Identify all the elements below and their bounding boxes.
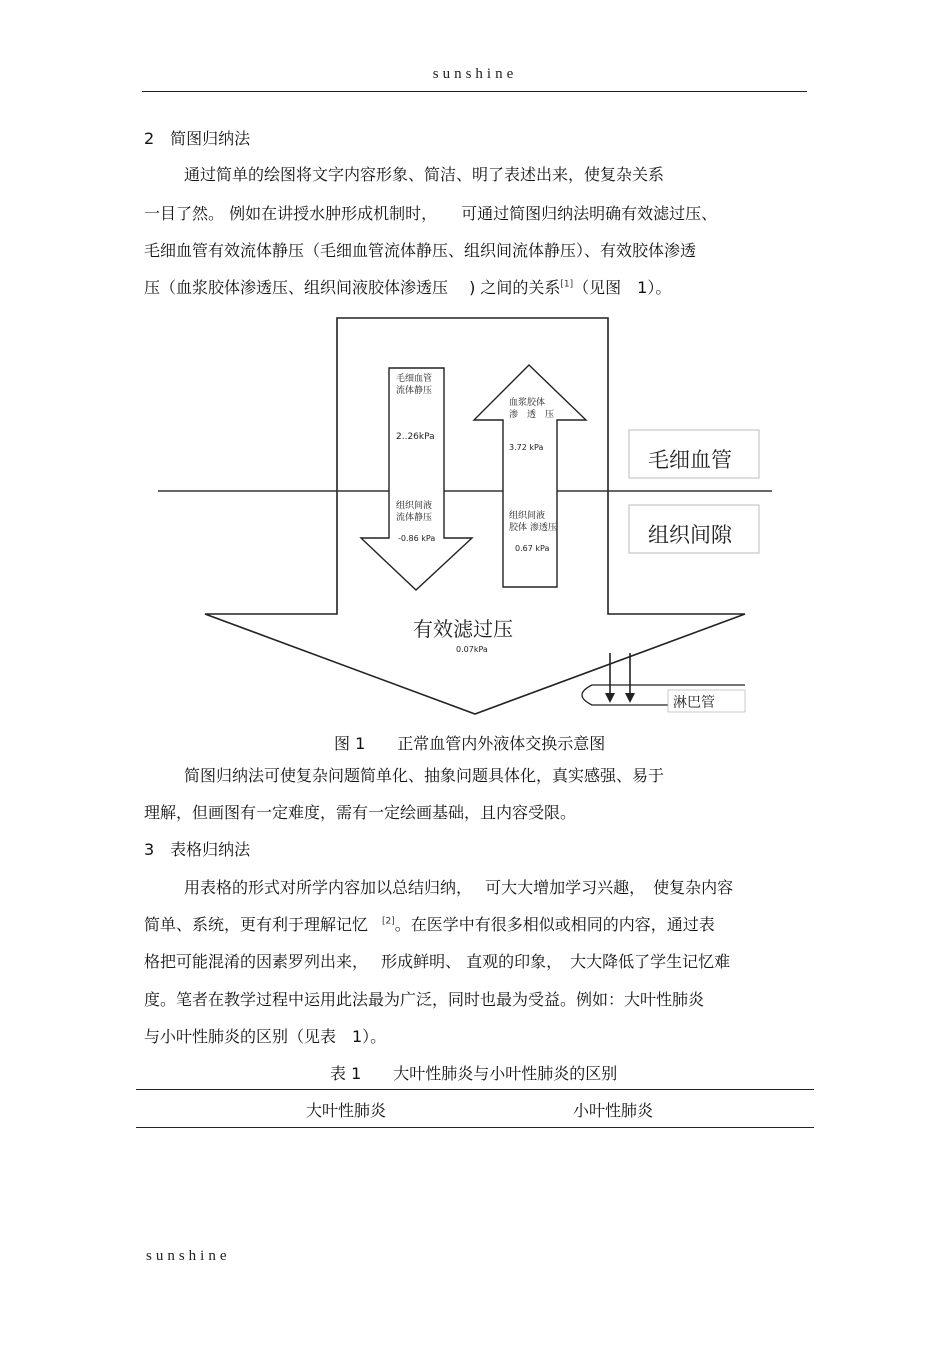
up-arrow-label-1: 血浆胶体 bbox=[509, 398, 546, 408]
down-arrow-value: 2..26kPa bbox=[396, 432, 435, 442]
fluid-exchange-diagram bbox=[150, 310, 790, 720]
down-arrow-lower-label-1: 组织间液 bbox=[396, 501, 433, 511]
header-divider bbox=[142, 91, 807, 92]
page-footer: sunshine bbox=[146, 1248, 231, 1264]
up-arrow-label-2: 渗 透 压 bbox=[509, 410, 555, 420]
down-arrow-lower-value: -0.86 kPa bbox=[398, 534, 436, 543]
up-arrow-lower-label-2: 胶体 渗透压 bbox=[509, 523, 557, 533]
section-2-line-1: 通过简单的绘图将文字内容形象、简洁、明了表述出来，使复杂关系 bbox=[184, 165, 665, 184]
section-3-line-2-pre: 简单、系统，更有利于理解记忆 bbox=[144, 915, 369, 934]
up-arrow-lower-value: 0.67 kPa bbox=[515, 544, 550, 553]
section-3-line-1: 用表格的形式对所学内容加以总结归纳， 可大大增加学习兴趣， 使复杂内容 bbox=[184, 878, 734, 897]
section-3-line-4: 度。笔者在教学过程中运用此法最为广泛，同时也最为受益。例如：大叶性肺炎 bbox=[144, 990, 705, 1009]
up-arrow-lower-label-1: 组织间液 bbox=[509, 511, 546, 521]
page-header: sunshine bbox=[432, 66, 518, 82]
section-2-after-line-2: 理解，但画图有一定难度，需有一定绘画基础，且内容受限。 bbox=[144, 803, 577, 822]
section-3-line-2-post: 。在医学中有很多相似或相同的内容，通过表 bbox=[394, 915, 715, 934]
interstitial-label: 组织间隙 bbox=[648, 523, 732, 547]
up-arrow-value: 3.72 kPa bbox=[509, 443, 544, 452]
lymph-label: 淋巴管 bbox=[673, 695, 715, 711]
section-2-line-3: 毛细血管有效流体静压（毛细血管流体静压、组织间流体静压）、有效胶体渗透 bbox=[144, 241, 697, 260]
section-3-line-3: 格把可能混淆的因素罗列出来， 形成鲜明、 直观的印象， 大大降低了学生记忆难 bbox=[144, 952, 731, 971]
down-arrow-label-2: 流体静压 bbox=[396, 386, 433, 396]
section-3-line-5: 与小叶性肺炎的区别（见表 1）。 bbox=[144, 1027, 387, 1046]
section-2-line-4-tail: （见图 1）。 bbox=[573, 278, 672, 297]
table-header-lobar: 大叶性肺炎 bbox=[306, 1101, 387, 1120]
table-top-rule bbox=[136, 1089, 814, 1090]
section-2-after-line-1: 简图归纳法可使复杂问题简单化、抽象问题具体化，真实感强、易于 bbox=[184, 766, 665, 785]
drainage-arrowhead-1 bbox=[605, 693, 615, 703]
table-header-lobular: 小叶性肺炎 bbox=[573, 1101, 654, 1120]
section-2-line-2: 一目了然。 例如在讲授水肿形成机制时， 可通过简图归纳法明确有效滤过压、 bbox=[144, 204, 718, 223]
section-2-line-4-text: 压（血浆胶体渗透压、组织间液胶体渗透压 ) 之间的关系 bbox=[144, 278, 561, 297]
figure-1-caption: 图 1 正常血管内外液体交换示意图 bbox=[334, 734, 606, 753]
citation-1: [1] bbox=[560, 279, 574, 290]
filtration-label: 有效滤过压 bbox=[413, 617, 513, 641]
drainage-arrowhead-2 bbox=[625, 693, 635, 703]
down-arrow-label-1: 毛细血管 bbox=[396, 374, 433, 384]
section-2-heading: 2 简图归纳法 bbox=[144, 129, 251, 148]
section-3-heading: 3 表格归纳法 bbox=[144, 840, 251, 859]
section-2-line-4 bbox=[144, 275, 671, 298]
down-arrow-lower-label-2: 流体静压 bbox=[396, 513, 433, 523]
capillary-label: 毛细血管 bbox=[648, 448, 732, 472]
citation-2: [2] bbox=[382, 916, 395, 927]
section-3-line-2 bbox=[144, 912, 715, 935]
table-1-caption: 表 1 大叶性肺炎与小叶性肺炎的区别 bbox=[330, 1064, 618, 1083]
filtration-value: 0.07kPa bbox=[456, 645, 488, 654]
table-header-rule bbox=[136, 1127, 814, 1128]
